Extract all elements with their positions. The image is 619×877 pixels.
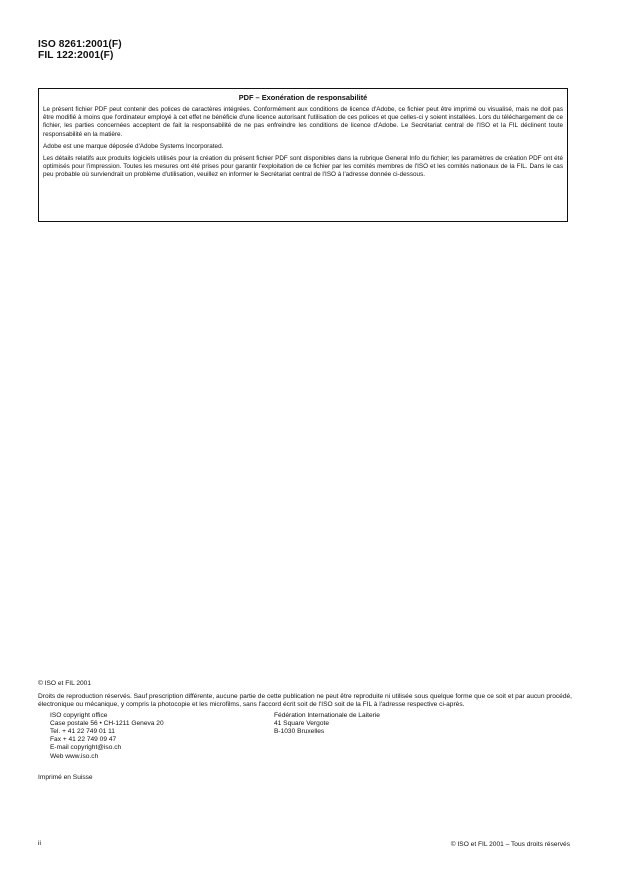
iso-address [50, 712, 164, 761]
disclaimer-paragraph-adobe: Adobe est une marque déposée d'Adobe Systems Incorporated. [43, 142, 224, 150]
printed-in: Imprimé en Suisse [38, 773, 93, 781]
standard-id-fil: FIL 122:2001(F) [38, 50, 114, 61]
disclaimer-paragraph-fonts: Le présent fichier PDF peut contenir des polices de caractères intégrées. Conformément aux conditions de licence d'Adobe, ce fichier peut être imprimé ou visualisé, mais ne doit pas être modifié à moins que l'ordinateur employé à cet effet ne bénéficie d'une licence autorisant l'utilisation de ces polices et que celles-ci y soient installées. Lors du téléchargement de ce fichier, les parties concernées acceptent de fait la responsabilité de ne pas enfreindre les conditions de licence d'Adobe. Le Secrétariat central de l'ISO et la FIL déclinent toute responsabilité en la matière. [43, 106, 563, 138]
copyright-section [38, 680, 572, 782]
iso-address-line: Case postale 56 • CH-1211 Geneva 20 [50, 719, 164, 727]
iso-web: Web www.iso.ch [50, 752, 99, 760]
iso-email: E-mail copyright@iso.ch [50, 744, 122, 752]
page-number: ii [38, 840, 41, 847]
reproduction-rights-text: Droits de reproduction réservés. Sauf prescription différente, aucune partie de cette publication ne peut être reproduite ni utilisée sous quelque forme que ce soit et par aucun procédé, électronique ou mécanique, y compris la photocopie et les microfilms, sans l'accord écrit soit de l'ISO soit de la FIL à l'adresse respective ci-après. [38, 693, 572, 709]
fil-address-line: B-1030 Bruxelles [274, 728, 325, 736]
fil-address-line: Fédération Internationale de Laiterie [274, 711, 380, 719]
fil-address-line: 41 Square Vergote [274, 719, 329, 727]
addresses [38, 712, 572, 769]
fil-address [274, 712, 380, 737]
iso-address-line: ISO copyright office [50, 711, 108, 719]
copyright-line: © ISO et FIL 2001 [38, 680, 91, 687]
iso-phone: Tel. + 41 22 749 01 11 [50, 728, 115, 736]
footer-rights-notice: © ISO et FIL 2001 – Tous droits réservés [450, 841, 570, 848]
disclaimer-title: PDF – Exonération de responsabilité [238, 93, 368, 102]
standard-id-iso: ISO 8261:2001(F) [38, 39, 122, 50]
disclaimer-paragraph-details: Les détails relatifs aux produits logiciels utilisés pour la création du présent fichier PDF sont disponibles dans la rubrique General Info du fichier; les paramètres de création PDF ont été optimisés pour l'impression. Toutes les mesures ont été prises pour garantir l'exploitation de ce fichier par les comités membres de l'ISO et les comités nationaux de la FIL. Dans le cas peu probable où surviendrait un problème d'utilisation, veuillez en informer le Secrétariat central de l'ISO à l'adresse donnée ci-dessous. [43, 155, 563, 179]
pdf-disclaimer-box [38, 88, 568, 222]
iso-fax: Fax + 41 22 749 09 47 [50, 736, 117, 744]
